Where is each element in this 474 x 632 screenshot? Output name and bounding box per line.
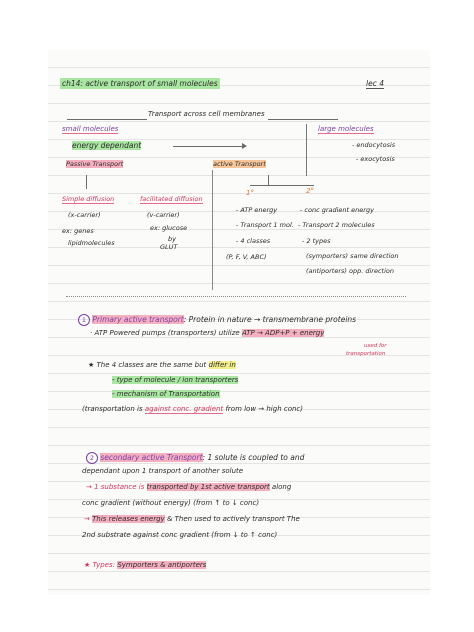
types-line: ★ Types: Symporters & antiporters [84,561,207,569]
example-genes: ex: genes [62,227,94,235]
exocytosis-item: - exocytosis [356,155,395,163]
example-glut: GLUT [160,243,178,251]
primary-line-3: ★ The 4 classes are the same but differ in [88,361,236,369]
secondary-item-2: - Transport 2 molecules [298,221,375,229]
secondary-line-3: → 1 substance is transported by 1st active transport along [86,483,292,491]
secondary-item-1: - conc gradient energy [300,206,374,214]
example-glucose: ex: glucose [150,224,188,232]
primary-bullet-1: - type of molecule / ion transporters [112,376,239,384]
secondary-line-5: → This releases energy & Then used to actively transport The [84,515,300,523]
secondary-line-4: conc gradient (without energy) (from ↑ to ↓ conc) [82,499,260,507]
diagram-root: Transport across cell membranes [148,110,265,118]
secondary-line-2: dependant upon 1 transport of another solute [82,467,244,475]
section-number-2: 2 [86,452,98,464]
arrow-right-icon [242,143,247,149]
primary-line-4: (transportation is against conc. gradient from low → high conc) [82,405,304,413]
primary-marker: 1° [246,189,254,197]
passive-transport-label: Passive Transport [66,160,124,168]
simple-diffusion-label: Simple diffusion [62,195,115,203]
primary-item-2: - Transport 1 mol. [236,221,294,229]
active-split-line [250,185,314,186]
passive-branch-line [86,175,87,189]
small-molecules-label: small molecules [62,125,119,133]
example-lipids: lipidmolecules [68,239,115,247]
lecture-label: lec 4 [366,79,384,88]
primary-item-4: (P, F, V, ABC) [226,253,267,261]
endocytosis-item: - endocytosis [352,141,396,149]
passive-active-divider [212,170,213,290]
secondary-section-heading: 2 secondary active Transport: 1 solute is coupled to and [86,452,304,464]
facilitated-note: (v-carrier) [147,211,180,219]
primary-bullet-2: - mechanism of Transportation [112,390,220,398]
energy-arrow-line [173,146,243,147]
large-molecules-label: large molecules [318,125,374,133]
active-transport-label: active Transport [213,160,266,168]
secondary-item-3: - 2 types [302,237,331,245]
secondary-marker: 2° [306,187,314,195]
large-molecule-divider [306,124,307,176]
simple-note: (x-carrier) [68,211,101,219]
root-line-left [67,119,147,120]
active-branch-line [268,175,269,185]
root-line-right [268,119,338,120]
used-for-note: used for [364,343,387,349]
primary-line-2: · ATP Powered pumps (transporters) utilize ATP → ADP+P + energy [90,329,325,337]
section-divider [66,296,406,297]
facilitated-diffusion-label: facilitated diffusion [140,195,203,203]
energy-dependant-label: energy dependant [72,141,142,150]
primary-section-heading: 1 Primary active transport: Protein in nature → transmembrane proteins [78,314,356,326]
secondary-line-6: 2nd substrate against conc gradient (from ↓ to ↑ conc) [82,531,278,539]
primary-item-1: - ATP energy [236,206,278,214]
secondary-item-5: (antiporters) opp. direction [306,267,394,275]
transportation-note: transportation [346,351,386,357]
primary-item-3: - 4 classes [236,237,271,245]
secondary-item-4: (symporters) same direction [306,252,399,260]
section-number-1: 1 [78,314,90,326]
chapter-title: ch14: active transport of small molecules [62,79,218,88]
example-by: by [168,235,176,243]
